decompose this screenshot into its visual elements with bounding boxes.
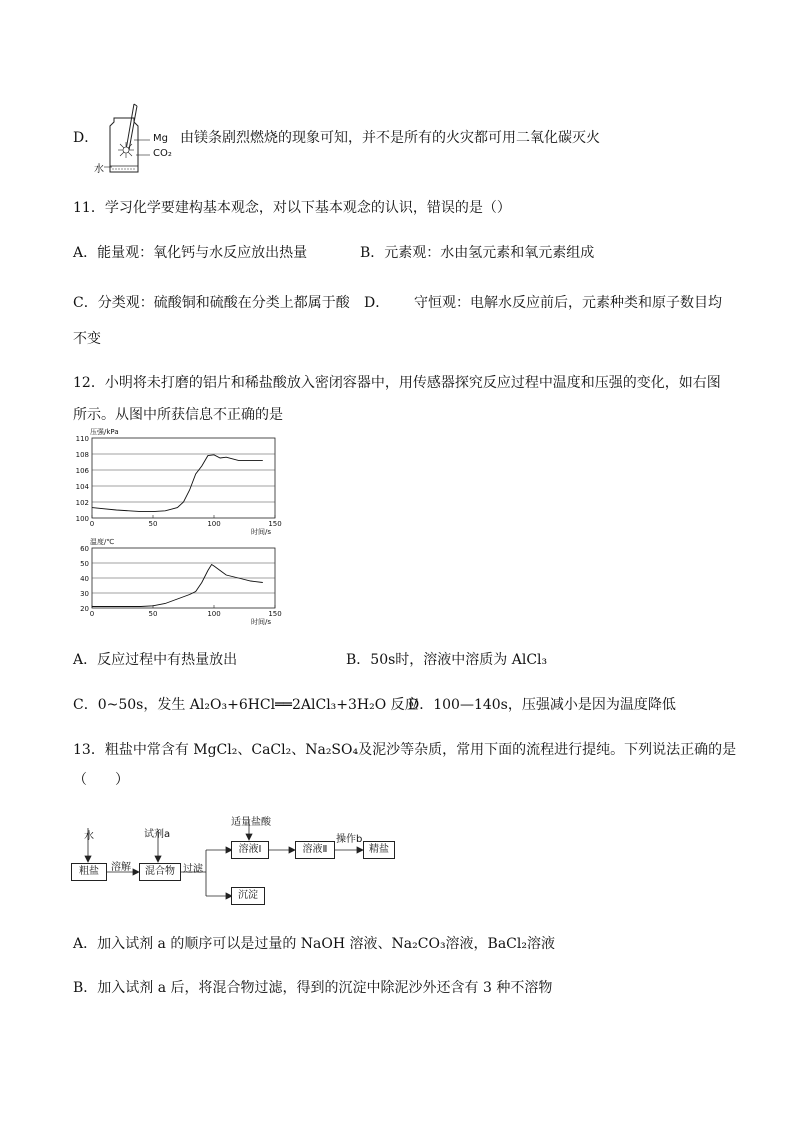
q11-stem: 11．学习化学要建构基本观念，对以下基本观念的认识，错误的是（） xyxy=(73,200,511,216)
q13-paren: （ ） xyxy=(73,772,129,788)
y-tick-label: 110 xyxy=(75,435,89,443)
x-tick-label: 0 xyxy=(89,610,95,618)
flow-fine-salt: 精盐 xyxy=(363,841,395,859)
q10-option-d-label: D． xyxy=(73,130,99,146)
q12-stem-line2: 所示。从图中所获信息不正确的是 xyxy=(73,407,283,423)
q12-option-a: A．反应过程中有热量放出 xyxy=(73,652,238,668)
flow-filter: 过滤 xyxy=(183,864,203,875)
q11-option-a: A．能量观：氧化钙与水反应放出热量 xyxy=(73,245,308,261)
flow-solution-2: 溶液Ⅱ xyxy=(295,841,335,859)
y-tick-label: 50 xyxy=(80,560,89,568)
q12-option-b: B．50s时，溶液中溶质为 AlCl₃ xyxy=(346,652,548,668)
y-tick-label: 40 xyxy=(80,575,89,583)
x-axis-label: 时间/s xyxy=(251,618,272,626)
flow-reagent-a: 试剂a xyxy=(144,829,171,840)
q12-option-d: D．100—140s，压强减小是因为温度降低 xyxy=(408,697,676,713)
co2-label: CO₂ xyxy=(153,148,172,159)
y-tick-label: 106 xyxy=(75,467,89,475)
flow-operation-b: 操作b xyxy=(336,834,363,845)
q11-option-d: 守恒观：电解水反应前后，元素种类和原子数目均 xyxy=(414,295,722,311)
flow-water: 水 xyxy=(84,831,94,842)
y-tick-label: 100 xyxy=(75,515,89,523)
x-tick-label: 100 xyxy=(207,520,221,528)
flow-hcl: 适量盐酸 xyxy=(231,817,271,828)
x-tick-label: 150 xyxy=(268,520,282,528)
x-tick-label: 50 xyxy=(148,610,158,618)
x-tick-label: 50 xyxy=(148,520,158,528)
q11-option-d-label: D． xyxy=(364,295,390,311)
q11-option-d-cont: 不变 xyxy=(73,331,101,347)
pressure-temperature-charts xyxy=(60,420,300,630)
x-axis-label: 时间/s xyxy=(251,528,272,536)
x-tick-label: 100 xyxy=(207,610,221,618)
flow-dissolve: 溶解 xyxy=(111,862,131,873)
q13-option-b: B．加入试剂 a 后，将混合物过滤，得到的沉淀中除泥沙外还含有 3 种不溶物 xyxy=(73,980,553,996)
y-axis-label: 压强/kPa xyxy=(90,428,119,436)
x-tick-label: 150 xyxy=(268,610,282,618)
q13-stem: 13．粗盐中常含有 MgCl₂、CaCl₂、Na₂SO₄及泥沙等杂质，常用下面的流程进行提纯。下列说法正确的是 xyxy=(73,742,737,758)
q12-stem-line1: 12．小明将未打磨的铝片和稀盐酸放入密闭容器中，用传感器探究反应过程中温度和压强的变化，如右图 xyxy=(73,375,721,391)
y-tick-label: 30 xyxy=(80,590,89,598)
q11-option-b: B．元素观：水由氢元素和氧元素组成 xyxy=(360,245,595,261)
q10-option-d-text: 由镁条剧烈燃烧的现象可知，并不是所有的火灾都可用二氧化碳灭火 xyxy=(180,130,600,146)
flow-crude-salt: 粗盐 xyxy=(71,863,107,881)
y-tick-label: 108 xyxy=(75,451,89,459)
y-tick-label: 20 xyxy=(80,605,89,613)
x-tick-label: 0 xyxy=(89,520,95,528)
series-line xyxy=(92,565,263,607)
y-axis-label: 温度/℃ xyxy=(90,538,115,546)
y-tick-label: 104 xyxy=(75,483,89,491)
flow-solution-1: 溶液Ⅰ xyxy=(231,841,269,859)
mg-label: Mg xyxy=(153,133,168,144)
chart-frame xyxy=(92,438,275,518)
water-label: 水 xyxy=(94,164,104,175)
q11-option-c: C．分类观：硫酸铜和硫酸在分类上都属于酸 xyxy=(73,295,350,311)
q12-option-c: C．0~50s，发生 Al₂O₃+6HCl══2AlCl₃+3H₂O 反应 xyxy=(73,697,419,713)
series-line xyxy=(92,455,263,512)
y-tick-label: 60 xyxy=(80,545,89,553)
y-tick-label: 102 xyxy=(75,499,89,507)
q13-option-a: A．加入试剂 a 的顺序可以是过量的 NaOH 溶液、Na₂CO₃溶液，BaCl₂溶液 xyxy=(73,936,555,952)
flow-precipitate: 沉淀 xyxy=(231,887,265,905)
flow-mixture: 混合物 xyxy=(139,863,181,881)
